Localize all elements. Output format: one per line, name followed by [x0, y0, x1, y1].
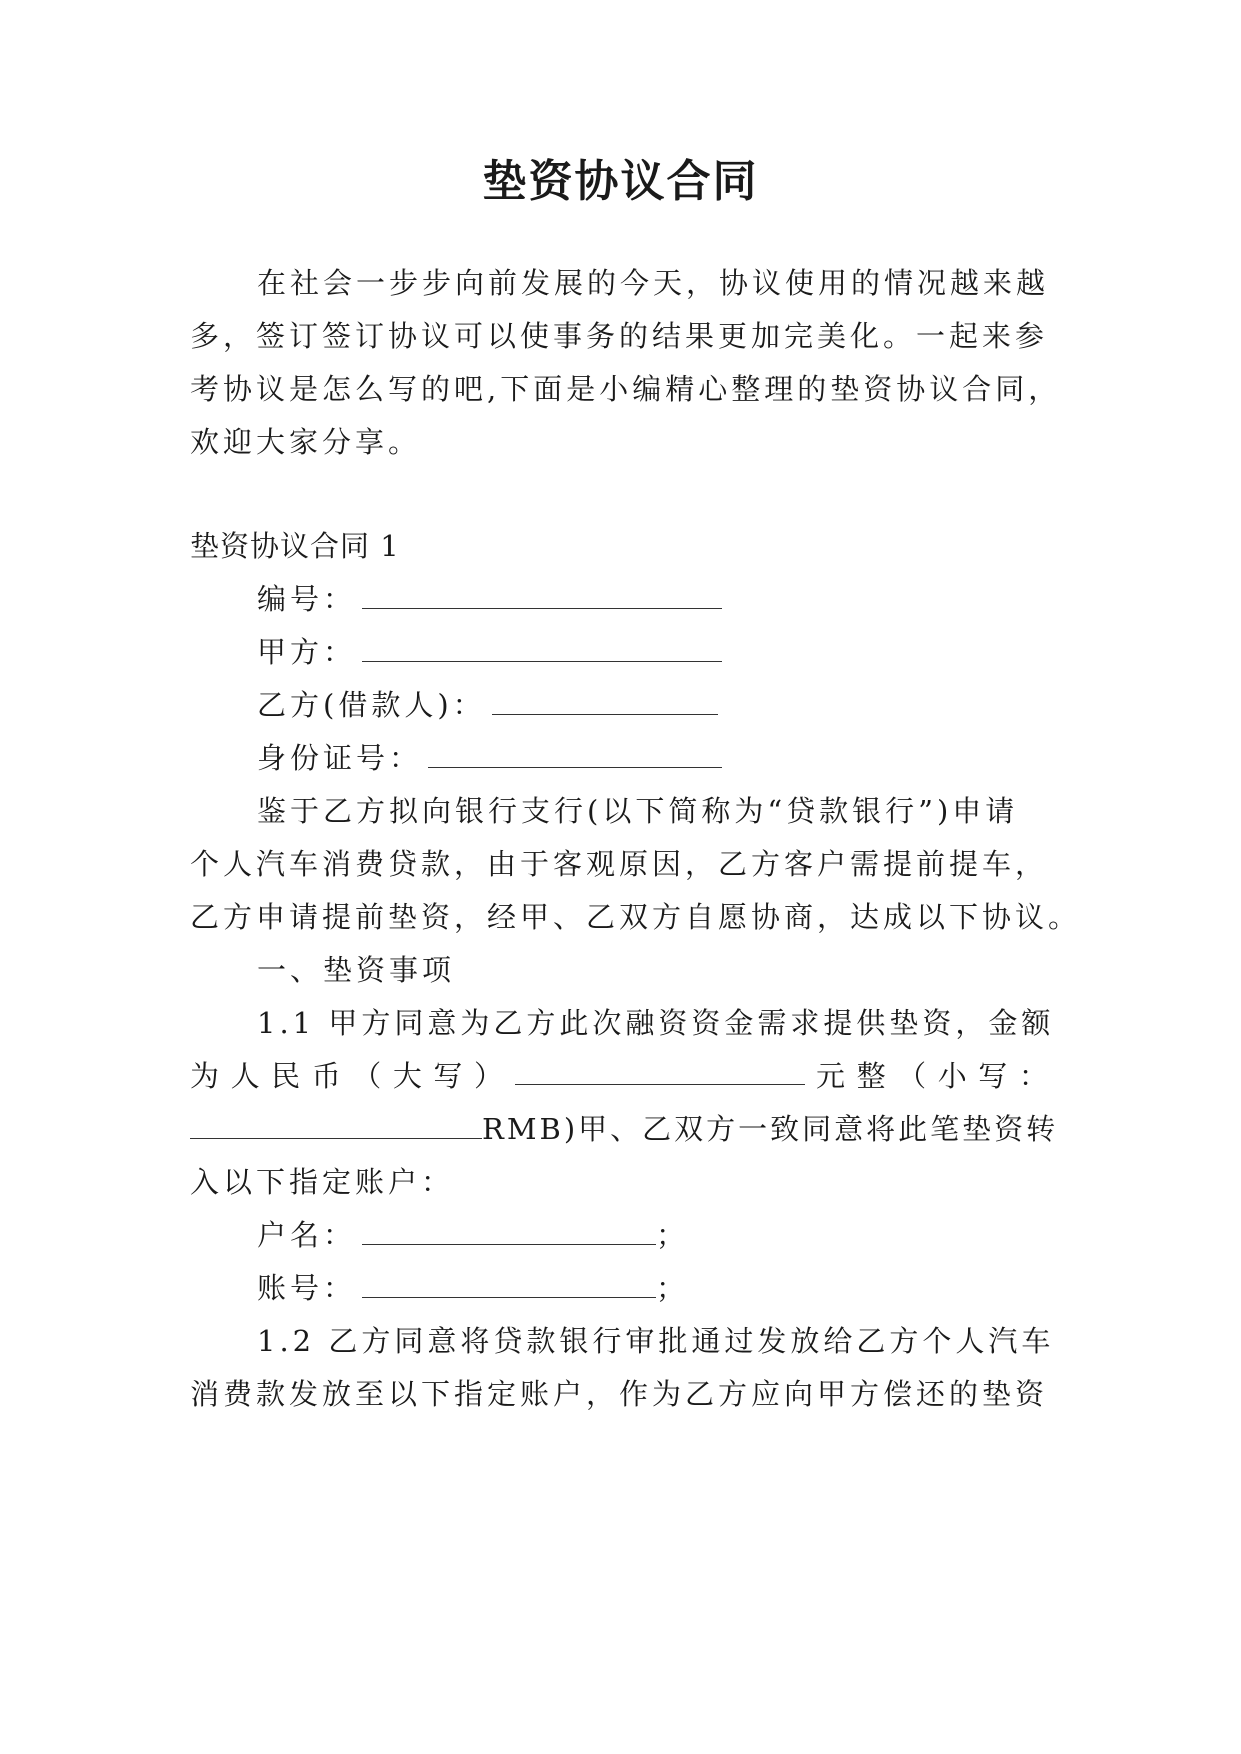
- party-b-blank: [492, 686, 718, 715]
- id-blank: [428, 739, 722, 768]
- amount-char: 为: [190, 1059, 220, 1093]
- amount-char: 币: [311, 1059, 341, 1093]
- number-label: 编号：: [257, 582, 357, 616]
- account-number-terminator: ；: [656, 1271, 690, 1305]
- clause-1-1-line-3: [190, 1109, 1058, 1149]
- preamble-line-2: 个人汽车消费贷款，由于客观原因，乙方客户需提前提车，: [190, 847, 1049, 881]
- account-name-field: [257, 1215, 689, 1255]
- clause-1-1-line-4: 入以下指定账户：: [190, 1165, 455, 1199]
- clause-1-1-line-2: [190, 1056, 1048, 1096]
- document-title: 垫资协议合同: [482, 156, 759, 207]
- intro-line-4: 欢迎大家分享。: [190, 425, 422, 459]
- clause-heading: 一、垫资事项: [257, 953, 456, 987]
- amount-char: 元: [816, 1059, 846, 1093]
- preamble-line-1: 鉴于乙方拟向银行支行(以下简称为“贷款银行”)申请: [257, 794, 1019, 828]
- amount-char: 大: [392, 1059, 422, 1093]
- amount-char: 人: [230, 1059, 260, 1093]
- amount-char: 写: [978, 1059, 1008, 1093]
- account-name-terminator: ；: [656, 1218, 690, 1252]
- amount-uppercase-blank: [515, 1056, 805, 1085]
- intro-line-3: 考协议是怎么写的吧,下面是小编精心整理的垫资协议合同，: [190, 372, 1062, 406]
- party-a-blank: [362, 633, 722, 662]
- clause-1-1-line-3-text: RMB)甲、乙双方一致同意将此笔垫资转: [482, 1112, 1059, 1146]
- clause-1-1-line-1: 1.1 甲方同意为乙方此次融资资金需求提供垫资，金额: [257, 1006, 1055, 1040]
- party-a-label: 甲方：: [257, 635, 357, 669]
- id-label: 身份证号：: [257, 741, 423, 775]
- amount-char: （: [897, 1059, 927, 1093]
- number-field: [257, 579, 722, 619]
- amount-char: ：: [1018, 1059, 1048, 1093]
- clause-1-2-line-2: 消费款发放至以下指定账户，作为乙方应向甲方偿还的垫资: [190, 1377, 1049, 1411]
- amount-char: 小: [937, 1059, 967, 1093]
- amount-char: 民: [271, 1059, 301, 1093]
- party-b-field: [257, 685, 718, 725]
- number-blank: [362, 580, 722, 609]
- amount-char: 整: [856, 1059, 886, 1093]
- id-field: [257, 738, 722, 778]
- account-number-blank: [362, 1269, 656, 1298]
- amount-char: ）: [473, 1059, 503, 1093]
- amount-char: 写: [433, 1059, 463, 1093]
- amount-char: （: [352, 1059, 382, 1093]
- account-number-label: 账号：: [257, 1271, 357, 1305]
- section-heading: 垫资协议合同 1: [190, 529, 400, 563]
- intro-line-1: 在社会一步步向前发展的今天，协议使用的情况越来越: [257, 266, 1050, 300]
- preamble-line-3: 乙方申请提前垫资，经甲、乙双方自愿协商，达成以下协议。: [190, 900, 1082, 934]
- amount-lowercase-blank: [190, 1110, 482, 1139]
- party-b-label: 乙方(借款人)：: [257, 688, 486, 722]
- intro-line-2: 多，签订签订协议可以使事务的结果更加完美化。一起来参: [190, 319, 1049, 353]
- party-a-field: [257, 632, 722, 672]
- account-name-label: 户名：: [257, 1218, 357, 1252]
- account-number-field: [257, 1268, 689, 1308]
- account-name-blank: [362, 1216, 656, 1245]
- clause-1-2-line-1: 1.2 乙方同意将贷款银行审批通过发放给乙方个人汽车: [257, 1324, 1055, 1358]
